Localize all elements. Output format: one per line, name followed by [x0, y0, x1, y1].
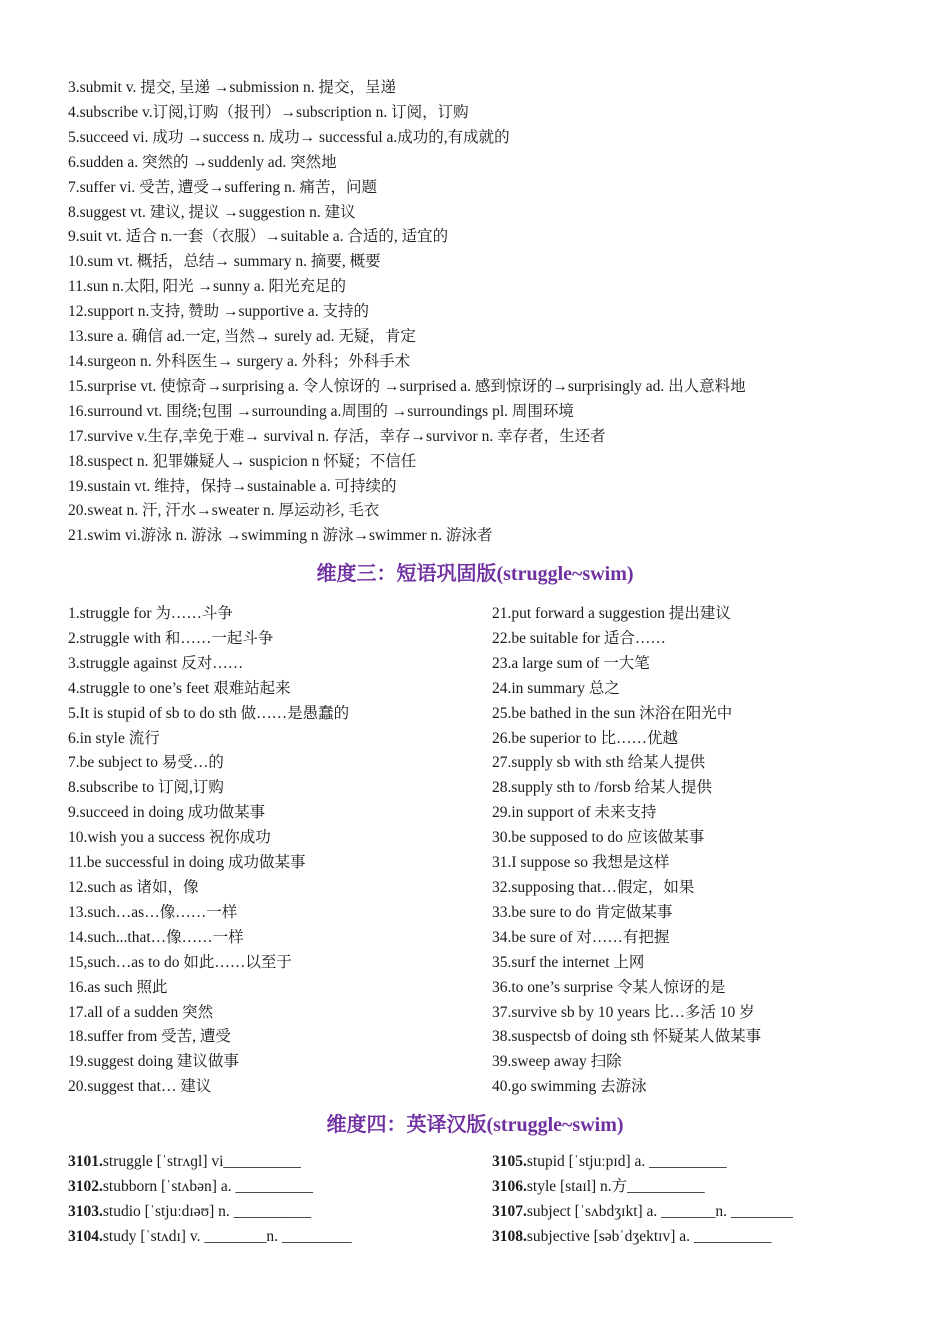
translate-item: [68, 1200, 488, 1225]
item-text: studio [ˈstjuːdɪəʊ] n. __________: [102, 1202, 312, 1220]
list-item: 19.sustain vt. 维持，保持→sustainable a. 可持续的: [68, 477, 397, 495]
translate-item: [492, 1200, 912, 1225]
translate-list-left: [68, 1150, 488, 1250]
phrase-item: 13.such…as…像……一样: [68, 903, 238, 921]
phrase-list-right: [492, 602, 912, 1100]
phrase-item: 35.surf the internet 上网: [492, 953, 645, 971]
phrase-item: 39.sweep away 扫除: [492, 1053, 622, 1071]
phrase-item: 34.be sure of 对……有把握: [492, 928, 670, 946]
phrase-item: 2.struggle with 和……一起斗争: [68, 629, 274, 647]
phrase-item: 17.all of a sudden 突然: [68, 1003, 214, 1021]
list-item: 7.suffer vi. 受苦, 遭受→suffering n. 痛苦，问题: [68, 178, 377, 196]
section-4-title: 维度四：英译汉版(struggle~swim): [326, 1114, 624, 1136]
list-item: 9.suit vt. 适合 n.一套（衣服）→suitable a. 合适的, 适宜的: [68, 228, 449, 246]
phrase-item: 36.to one’s surprise 令某人惊讶的是: [492, 978, 726, 996]
translate-item: [492, 1175, 912, 1200]
phrase-item: 20.suggest that… 建议: [68, 1078, 212, 1096]
list-item: 17.survive v.生存,幸免于难→ survival n. 存活，幸存→survivor n. 幸存者，生还者: [68, 427, 606, 445]
translate-item: [68, 1150, 488, 1175]
phrase-item: 28.supply sth to /forsb 给某人提供: [492, 779, 713, 797]
phrase-item: 10.wish you a success 祝你成功: [68, 829, 271, 847]
phrase-item: 21.put forward a suggestion 提出建议: [492, 605, 731, 622]
list-item: 12.support n.支持, 赞助 →supportive a. 支持的: [68, 303, 369, 321]
phrase-item: 27.supply sb with sth 给某人提供: [492, 754, 706, 772]
item-number: 3103.: [68, 1202, 103, 1220]
phrase-item: 12.such as 诸如，像: [68, 878, 199, 896]
list-item: 4.subscribe v.订阅,订购（报刊）→subscription n. 订阅，订购: [68, 103, 469, 121]
phrase-item: 14.such...that…像……一样: [68, 928, 244, 946]
item-text: subjective [səbˈdʒektɪv] a. __________: [526, 1227, 772, 1245]
item-number: 3107.: [492, 1202, 527, 1220]
list-item: 11.sun n.太阳, 阳光 →sunny a. 阳光充足的: [68, 278, 346, 296]
list-item: 3.submit v. 提交, 呈递 →submission n. 提交，呈递: [68, 79, 396, 96]
phrase-item: 6.in style 流行: [68, 729, 160, 747]
phrase-item: 24.in summary 总之: [492, 679, 620, 697]
phrase-item: 32.supposing that…假定，如果: [492, 878, 695, 896]
phrase-item: 5.It is stupid of sb to do sth 做……是愚蠢的: [68, 704, 350, 722]
phrase-item: 33.be sure to do 肯定做某事: [492, 903, 673, 921]
item-number: 3104.: [68, 1227, 103, 1245]
phrase-item: 31.I suppose so 我想是这样: [492, 854, 670, 872]
phrase-item: 38.suspectsb of doing sth 怀疑某人做某事: [492, 1028, 762, 1046]
item-text: struggle [ˈstrʌɡl] vi__________: [102, 1153, 301, 1170]
item-text: style [staɪl] n.方__________: [526, 1177, 705, 1195]
phrase-item: 15,such…as to do 如此……以至于: [68, 953, 292, 971]
phrase-item: 3.struggle against 反对……: [68, 654, 244, 672]
phrase-item: 25.be bathed in the sun 沐浴在阳光中: [492, 704, 733, 722]
phrase-item: 26.be superior to 比……优越: [492, 729, 678, 747]
item-text: subject [ˈsʌbdʒɪkt] a. _______n. ________: [526, 1202, 793, 1220]
translate-item: [68, 1175, 488, 1200]
phrase-item: 23.a large sum of 一大笔: [492, 654, 650, 672]
word-derivation-list: [68, 76, 928, 549]
phrase-item: 16.as such 照此: [68, 978, 168, 996]
item-number: 3108.: [492, 1227, 527, 1245]
translate-item: [492, 1225, 912, 1250]
phrase-item: 7.be subject to 易受…的: [68, 754, 224, 772]
item-number: 3102.: [68, 1177, 103, 1195]
list-item: 8.suggest vt. 建议, 提议 →suggestion n. 建议: [68, 203, 356, 221]
phrase-item: 19.suggest doing 建议做事: [68, 1053, 239, 1071]
phrase-item: 40.go swimming 去游泳: [492, 1078, 647, 1096]
list-item: 18.suspect n. 犯罪嫌疑人→ suspicion n 怀疑；不信任: [68, 452, 417, 470]
phrase-item: 37.survive sb by 10 years 比…多活 10 岁: [492, 1003, 755, 1021]
section-3-title: 维度三：短语巩固版(struggle~swim): [316, 563, 634, 585]
list-item: 6.sudden a. 突然的 →suddenly ad. 突然地: [68, 153, 337, 171]
phrase-item: 1.struggle for 为……斗争: [68, 605, 233, 622]
phrase-item: 18.suffer from 受苦, 遭受: [68, 1028, 231, 1046]
phrase-item: 11.be successful in doing 成功做某事: [68, 854, 306, 872]
item-number: 3101.: [68, 1153, 103, 1170]
list-item: 14.surgeon n. 外科医生→ surgery a. 外科；外科手术: [68, 352, 411, 370]
list-item: 5.succeed vi. 成功 →success n. 成功→ successful a.成功的,有成就的: [68, 128, 510, 146]
phrase-item: 8.subscribe to 订阅,订购: [68, 779, 224, 797]
item-text: study [ˈstʌdɪ] v. ________n. _________: [102, 1227, 352, 1245]
translate-item: [68, 1225, 488, 1250]
list-item: 15.surprise vt. 使惊奇→surprising a. 令人惊讶的 →surprised a. 感到惊讶的→surprisingly ad. 出人意料地: [68, 377, 746, 395]
item-number: 3105.: [492, 1153, 527, 1170]
list-item: 13.sure a. 确信 ad.一定, 当然→ surely ad. 无疑，肯定: [68, 328, 416, 346]
list-item: 10.sum vt. 概括，总结→ summary n. 摘要, 概要: [68, 253, 381, 271]
list-item: 16.surround vt. 围绕;包围 →surrounding a.周围的 →surroundings pl. 周围环境: [68, 402, 574, 420]
phrase-list-left: [68, 602, 488, 1100]
phrase-item: 22.be suitable for 适合……: [492, 629, 666, 647]
phrase-item: 29.in support of 未来支持: [492, 804, 657, 822]
item-text: stupid [ˈstjuːpɪd] a. __________: [526, 1153, 727, 1170]
list-item: 20.sweat n. 汗, 汗水→sweater n. 厚运动衫, 毛衣: [68, 502, 380, 520]
list-item: 21.swim vi.游泳 n. 游泳 →swimming n 游泳→swimmer n. 游泳者: [68, 527, 493, 545]
phrase-item: 30.be supposed to do 应该做某事: [492, 829, 705, 847]
item-number: 3106.: [492, 1177, 527, 1195]
translate-list-right: [492, 1150, 912, 1250]
phrase-item: 9.succeed in doing 成功做某事: [68, 804, 266, 822]
phrase-item: 4.struggle to one’s feet 艰难站起来: [68, 679, 291, 697]
translate-item: [492, 1150, 912, 1175]
item-text: stubborn [ˈstʌbən] a. __________: [102, 1177, 313, 1195]
